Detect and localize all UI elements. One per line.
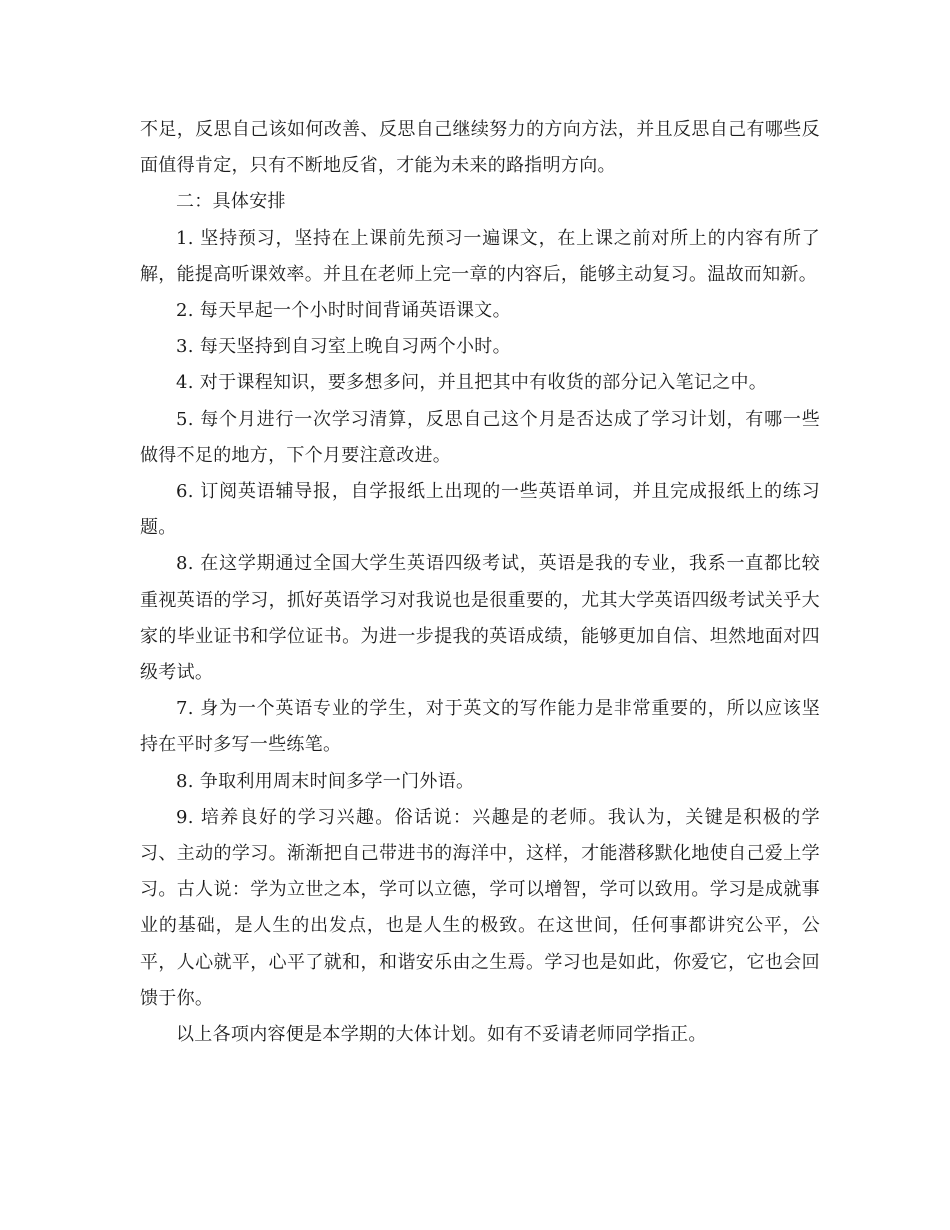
list-item-9: 9. 培养良好的学习兴趣。俗话说：兴趣是的老师。我认为，关键是积极的学习、主动的学习。渐渐把自己带进书的海洋中，这样，才能潜移默化地使自己爱上学习。古人说：学为立世之本，学可以立德，学可以增智，学可以致用。学习是成就事业的基础，是人生的出发点，也是人生的极致。在这世间，任何事都讲究公平，公平，人心就平，心平了就和，和谐安乐由之生焉。学习也是如此，你爱它，它也会回馈于你。	[140, 806, 820, 1009]
list-item-1: 1. 坚持预习，坚持在上课前先预习一遍课文，在上课之前对所上的内容有所了解，能提高听课效率。并且在老师上完一章的内容后，能够主动复习。温故而知新。	[140, 227, 820, 285]
closing-paragraph: 以上各项内容便是本学期的大体计划。如有不妥请老师同学指正。	[176, 1024, 707, 1046]
list-item-4: 4. 对于课程知识，要多想多问，并且把其中有收货的部分记入笔记之中。	[176, 372, 768, 394]
section-heading: 二：具体安排	[176, 191, 286, 213]
list-item-3: 3. 每天坚持到自习室上晚自习两个小时。	[176, 336, 511, 358]
paragraph-continuation: 不足，反思自己该如何改善、反思自己继续努力的方向方法，并且反思自己有哪些反面值得肯定，只有不断地反省，才能为未来的路指明方向。	[140, 119, 820, 177]
list-item-8b: 8. 争取利用周末时间多学一门外语。	[176, 770, 475, 792]
list-item-8a: 8. 在这学期通过全国大学生英语四级考试，英语是我的专业，我系一直都比较重视英语的学习，抓好英语学习对我说也是很重要的，尤其大学英语四级考试关乎大家的毕业证书和学位证书。为进一步提我的英语成绩，能够更加自信、坦然地面对四级考试。	[140, 553, 820, 684]
list-item-6: 6. 订阅英语辅导报，自学报纸上出现的一些英语单词，并且完成报纸上的练习题。	[140, 481, 820, 539]
document-body	[140, 112, 820, 1053]
list-item-2: 2. 每天早起一个小时时间背诵英语课文。	[176, 300, 511, 322]
list-item-7: 7. 身为一个英语专业的学生，对于英文的写作能力是非常重要的，所以应该坚持在平时多写一些练笔。	[140, 698, 820, 756]
list-item-5: 5. 每个月进行一次学习清算，反思自己这个月是否达成了学习计划，有哪一些做得不足的地方，下个月要注意改进。	[140, 408, 820, 466]
